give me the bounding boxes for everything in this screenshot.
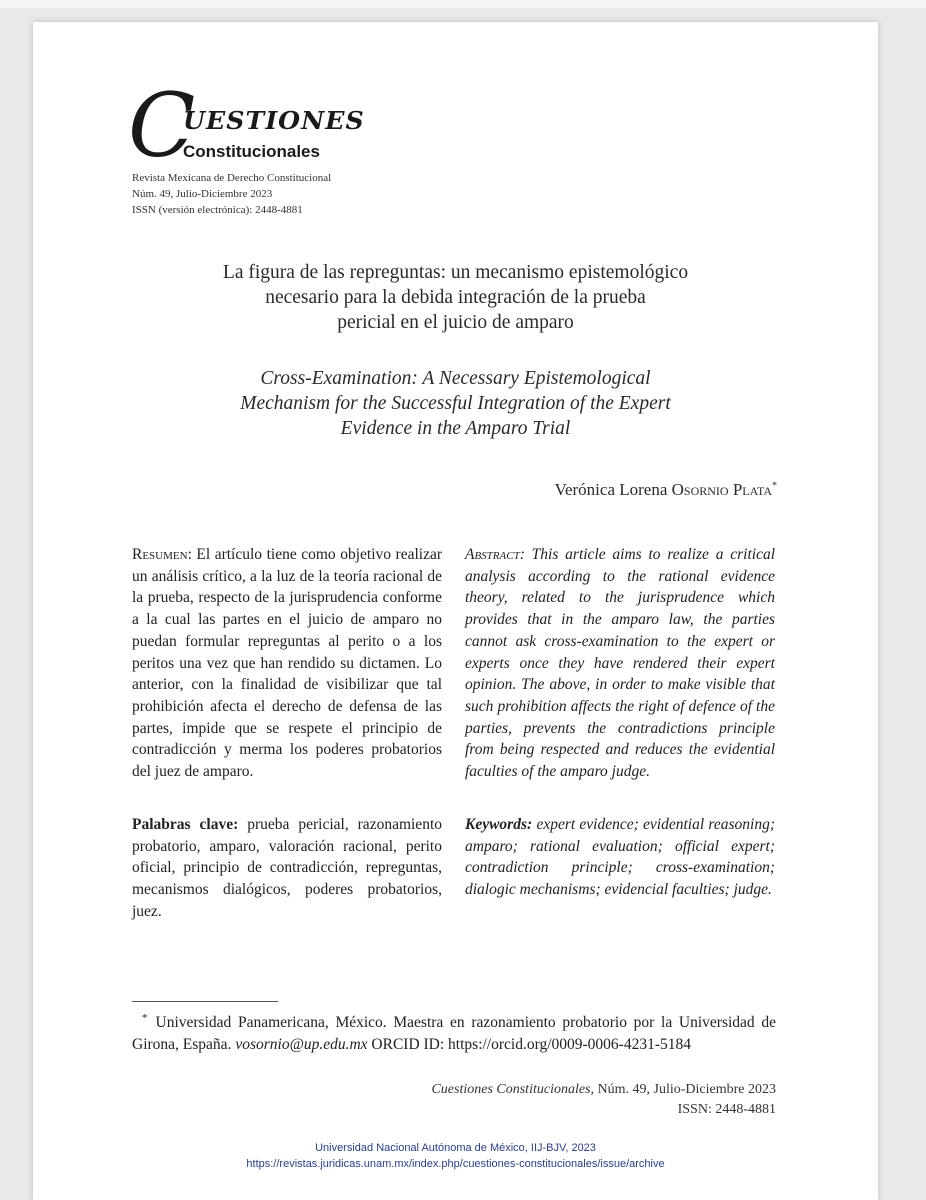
keywords <box>465 814 775 901</box>
citation-issn: ISSN: 2448-4881 <box>677 1102 776 1117</box>
abstract-label: Abstract: <box>465 546 525 563</box>
palabras-clave-label: Palabras clave: <box>132 816 239 833</box>
author-surname: Osornio Plata <box>671 480 772 499</box>
journal-logo-word: UESTIONES <box>183 106 365 135</box>
footer-archive-link[interactable]: https://revistas.juridicas.unam.mx/index.php/cuestiones-constitucionales/issue/archive <box>246 1158 665 1170</box>
title-es-line: pericial en el juicio de amparo <box>337 312 574 333</box>
footnote <box>132 1008 776 1056</box>
journal-issue: Núm. 49, Julio-Diciembre 2023 <box>132 188 273 200</box>
orcid-text: ORCID ID: https://orcid.org/0009-0006-4231-5184 <box>371 1035 692 1053</box>
viewer-top-bar <box>0 0 926 8</box>
author-given-name: Verónica Lorena <box>554 480 668 499</box>
author <box>453 480 777 500</box>
citation-issue: Núm. 49, Julio-Diciembre 2023 <box>597 1082 776 1097</box>
journal-logo-subtitle: Constitucionales <box>183 142 320 161</box>
author-footnote-mark: * <box>772 480 777 492</box>
abstract-text: This article aims to realize a critical analysis according to the rational evidence theory, related to the jurisprudence which provides that in the amparo law, the parties cannot ask cross-examination to the expert or experts once they have rendered their expert opinion. The above, in order to make visible that such prohibition affects the right of defence of the parties, prevents the contradictions principle from being respected and reduces the evidential faculties of the amparo judge. <box>465 546 776 781</box>
footnote-divider <box>132 1001 278 1002</box>
footer-institution: Universidad Nacional Autónoma de México, IIJ-BJV, 2023 <box>315 1142 596 1154</box>
author-email-link[interactable]: vosornio@up.edu.mx <box>235 1035 368 1053</box>
resumen <box>132 544 442 783</box>
journal-issn: ISSN (versión electrónica): 2448-4881 <box>132 204 303 216</box>
keywords-label: Keywords: <box>465 816 533 833</box>
title-en-line: Mechanism for the Successful Integration of the Expert <box>240 393 671 414</box>
title-spanish <box>133 260 778 335</box>
footnote-text: Universidad Panamericana, México. Maestra en razonamiento probatorio por la Universidad de Girona, España. <box>132 1014 776 1053</box>
document-page <box>33 22 878 1200</box>
palabras-clave-text: prueba pericial, razonamiento probatorio, amparo, valoración racional, perito oficial, principio de contradicción, repreguntas, mecanismos dialógicos, poderes probatorios, juez. <box>132 816 442 920</box>
resumen-label: Resumen: <box>132 546 192 563</box>
palabras-clave <box>132 814 442 923</box>
abstract <box>465 544 775 783</box>
resumen-text: El artículo tiene como objetivo realizar un análisis crítico, a la luz de la teoría racional de la prueba, respecto de la jurisprudencia conforme a la cual las partes en el juicio de amparo no puedan formular repreguntas al perito o a los peritos una vez que han rendido su dictamen. Lo anterior, con la finalidad de visibilizar que tal prohibición afecta el derecho de defensa de las partes, impide que se respete el principio de contradicción y merma los poderes probatorios del juez de amparo. <box>132 546 442 781</box>
title-es-line: La figura de las repreguntas: un mecanismo epistemológico <box>222 262 689 283</box>
journal-logo-letter: C <box>128 74 196 177</box>
footnote-mark: * <box>142 1012 148 1024</box>
citation-line <box>333 1082 776 1098</box>
title-english <box>133 366 778 441</box>
title-en-line: Evidence in the Amparo Trial <box>340 418 571 439</box>
citation-journal: Cuestiones Constitucionales, <box>431 1082 595 1097</box>
title-en-line: Cross-Examination: A Necessary Epistemological <box>260 368 651 389</box>
title-es-line: necesario para la debida integración de la prueba <box>265 287 646 308</box>
keywords-text: expert evidence; evidential reasoning; amparo; rational evaluation; official expert; contradiction principle; cross-examination; dialogic mechanisms; evidencial faculties; judge. <box>465 816 776 899</box>
journal-info <box>132 170 331 218</box>
journal-name: Revista Mexicana de Derecho Constitucional <box>132 172 332 184</box>
